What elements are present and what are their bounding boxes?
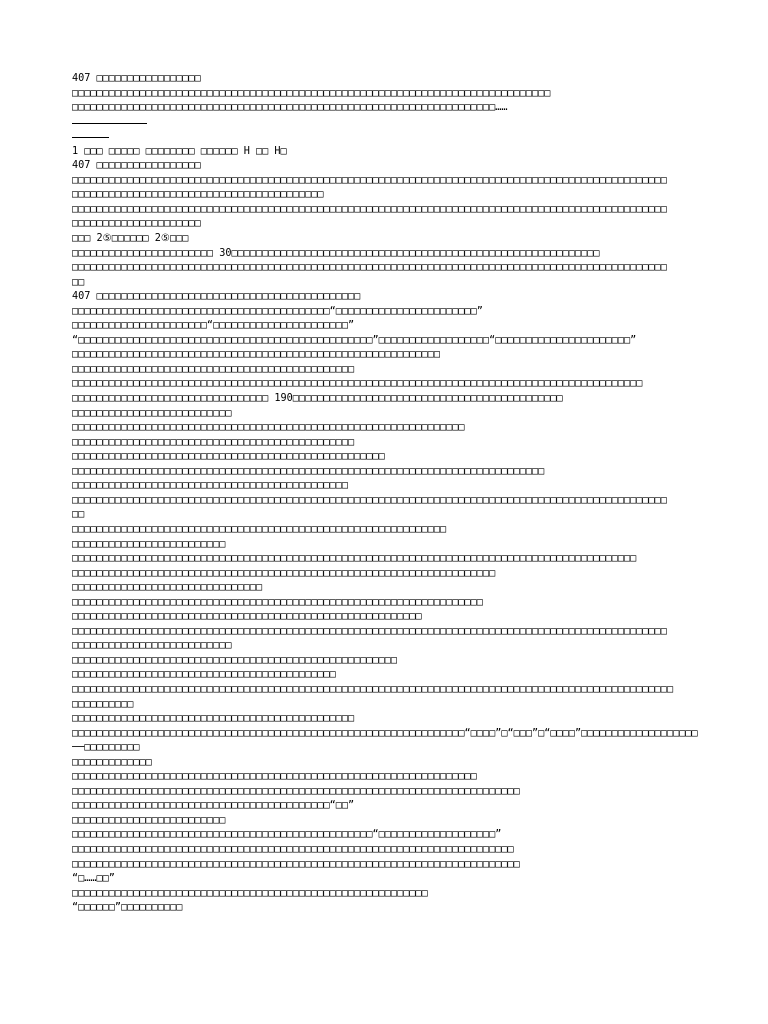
text-line: □□□□□□□□□□□□□□□□□□□□□□□□□ <box>72 814 226 826</box>
text-line: □□□□□□□□□□□□□□□□□□□□□□□□□□□□□□□□□□□□□□□□□□□□□□□□□□□□□□□□□□□□□□□□□□□□□□□□□□□□□□□□□□□□□□□□□□□□□□□□□ <box>72 625 667 637</box>
text-line: □□□□□□□□□□□□□□□□□□□□□□□□□□□□□□□□□□□□□□□□□□□□□□□□□□□□□□□□□□□□□□□□□□□□□□□□□□□□□□□□□□□□□□□□□□□□□□□□□ <box>72 174 667 186</box>
text-line: □□□□□□□□□□□□□□□□□□□□□□□□□□□□□□□□□□□□□□□□□□□ <box>72 669 336 681</box>
text-line: □□□□□□□□□□□□□□□□□□□□□□□□□□□□□□□□□□□□□□□□□□□□□□□□□“□□□□□□□□□□□□□□□□□□□” <box>72 829 502 841</box>
text-line: □□□ 2⑤□□□□□□ 2⑤□□□ <box>72 233 189 245</box>
text-line: □□□□□□□□□□□□□□□□□□□□□□□□□□□□□□□□□□□□□□□□□□□□□□□□□□□□□□□□□□□□□□□□□□□□□□□□□□□□□ <box>72 465 545 477</box>
text-line: □□□□□□□□□□□□□□□□□□□□□□□□□□□□□□□□□□□□□□□□□□□□□ <box>72 480 349 492</box>
document-body <box>72 145 712 916</box>
text-line: □□□□□□□□□□ <box>72 698 134 710</box>
text-line: □□□□□□□□□□□□□□□□□□□□□□□□□ <box>72 538 226 550</box>
text-line: □□□□□□□□□□□□□□□□□□□□□□□□□□ <box>72 407 232 419</box>
text-line: □□□□□□□□□□□□□□□□□□□□□□“□□□□□□□□□□□□□□□□□□□□□□” <box>72 320 355 332</box>
text-line: □□□□□□□□□□□□□□□□□□□□□□□□□□□□□□□□□□□□□□□□□□□□□□□□□□□□□□□□□□□□□□□□“□□□□”□“□□□”□“□□□□”□□□□□□□□□□□□□□□□□□□ <box>72 727 698 739</box>
footnote-rule-short <box>72 130 712 145</box>
text-line: □□□□□□□□□□□□□□□□□□□□□□□□□□□□□□□□□□□□□□□□□□□□□□□□□□□□□□□□□□□□□□□□□□□□□□□□□ <box>72 785 520 797</box>
text-line: □□□□□□□□□□□□□□□□□□□□□□□□□□ <box>72 640 232 652</box>
text-line: □□□□□□□□□□□□□□□□□□□□□□□□□□□□□□□□□□□□□□□□□□□□□□ <box>72 436 355 448</box>
text-line: □□□□□□□□□□□□□□□□□□□□□□□□□□□□□□□□□□□□□□□□□□□□□□□□□□□□□□□□□□□□□□□□□□□ <box>72 596 483 608</box>
text-line: □□□□□□□□□□□□□□□□□□□□□□□□□□□□□□□□□□□□□□□□□□□□□□□□□□□□□□□□□□□□□□□□□□□□□□□□□ <box>72 858 520 870</box>
text-line: □□□□□□□□□□□□□□□□□□□□□□□□□□□□□□□□□□□□□□□□□□□□□□□□□□□□□□□□□□□□□□□□□□□□□ <box>72 567 496 579</box>
text-line: □□□□□□□□□□□□□□□□□□□□□□□□□□□□□□□□□□□□□□□□□□□□□□□□□□□□□□□□□□□□ <box>72 349 441 361</box>
text-line: ──□□□□□□□□□ <box>72 742 140 754</box>
text-line: 1 □□□ □□□□□ □□□□□□□□ □□□□□□ H □□ H□ <box>72 145 287 157</box>
text-line: □□□□□□□□□□□□□□□□□□□□□□□□□□□□□□□□□□□□□□□□□□□□□□□□□□□□□□□□□ <box>72 611 422 623</box>
text-line: 407 □□□□□□□□□□□□□□□□□ <box>72 160 201 172</box>
text-line: 407 □□□□□□□□□□□□□□□□□ <box>72 73 201 84</box>
text-line: □□□□□□□□□□□□□□□□□□□□□□□□□□□□□□□□□□□□□□□□□□□□□□□□□□□□□□□□□□□□□□□□□□□□□□□□□□□□□□□□□□□□□□□□□□□□□□□□□ <box>72 203 667 215</box>
text-line: □□ <box>72 509 85 521</box>
text-line: □□□□□□□□□□□□□□□□□□□□□□□□□□□□□□□□□□□□□□□□□□□□□□□□□□□ <box>72 451 385 463</box>
document-page <box>72 72 712 916</box>
text-line: □□□□□□□□□□□□□□□□□□□□□□□□□□□□□□□□□□□□□□□□□□□□□□□□□□□□□□□□□□□□□□□□□□□□□□□□□□□□□□□□□□□□□□□□□□□□ <box>72 553 637 565</box>
text-line: □□□□□□□□□□□□□□□□□□□□□□□□□□□□□□□□□□□□□□□□□□“□□□□□□□□□□□□□□□□□□□□□□□” <box>72 305 483 317</box>
text-line: □□□□□□□□□□□□□□□□□□□□□□□□□□□□□□□□□□□□□□□□□□□□□□□□□□□□□□□□□□□□□□□□□□□□□□□□□□□□□□□□□□□□□□□□□□□□□□□□□ <box>72 494 667 506</box>
text-line: □□□□□□□□□□□□□□□□□□□□□□□□□□□□□□□□□□□□□□□□□□□□□□□□□□□□□□□□□□□□□□□□□□□□□□□□□□□□□□ <box>72 87 551 99</box>
document-intro <box>72 72 712 116</box>
footnote-rule-long <box>72 116 712 131</box>
text-line: □□□□□□□□□□□□□□□□□□□□□□□□□□□□□□□□□□□□□□□□□□□□□□□□□□□□□□□□□□□□□□□□□□□□□□□□□□□□□□□□□□□□□□□□□□□□□□□□□ <box>72 262 667 274</box>
text-line: “□……□□” <box>72 873 115 885</box>
text-line: □□□□□□□□□□□□□□□□□□□□□□□□□□□□□□□□□□□□□□□□□□□□□□□□□□□□□□□□□□□□□ <box>72 523 447 535</box>
text-line: “□□□□□□”□□□□□□□□□□ <box>72 902 183 914</box>
text-line: 407 □□□□□□□□□□□□□□□□□□□□□□□□□□□□□□□□□□□□□□□□□□□ <box>72 291 361 303</box>
text-line: □□□□□□□□□□□□□□□□□□□□□□□□□□□□□□□□□□□□□□□□□□□□□□□□□□□□□□□□□□□□□□□□□□□□□□□□□□□□□□□□□□□□□□□□□□□□□□□□□□ <box>72 683 674 695</box>
text-line: □□□□□□□□□□□□□ <box>72 756 152 768</box>
text-line: □□□□□□□□□□□□□□□□□□□□□□□□□□□□□□□□□□□□□□□□□ <box>72 189 324 201</box>
text-line: □□□□□□□□□□□□□□□□□□□□□□□□□□□□□□□□□□□□□□□□□□□□□□□□□□□□□□□□□□□□□□□□□□□□□□□□ <box>72 843 514 855</box>
text-line: □□□□□□□□□□□□□□□□□□□□□□□ 30□□□□□□□□□□□□□□□□□□□□□□□□□□□□□□□□□□□□□□□□□□□□□□□□□□□□□□□□□□□□ <box>72 247 600 259</box>
text-line: □□□□□□□□□□□□□□□□□□□□□□□□□□□□□□□□□□□□□□□□□□□□□□□□□□□□□□□□□□ <box>72 887 428 899</box>
text-line: □□□□□□□□□□□□□□□□□□□□□□□□□□□□□□□□□□□□□□□□□□□□□□□□□□□□□□□□□□□□□□□□□□□□□□□□□□□□□□□□□□□□□□□□□□□□□ <box>72 378 643 390</box>
text-line: □□□□□□□□□□□□□□□□□□□□□□□□□□□□□□□□□□□□□□□□□□□□□□□□□□□□□ <box>72 654 398 666</box>
text-line: □□□□□□□□□□□□□□□□□□□□□□□□□□□□□□□ <box>72 582 263 594</box>
text-line: □□□□□□□□□□□□□□□□□□□□□□□□□□□□□□□□□□□□□□□□□□□□□□ <box>72 363 355 375</box>
text-line: □□□□□□□□□□□□□□□□□□□□□□□□□□□□□□□□□□□□□□□□□□“□□” <box>72 800 355 812</box>
text-line: □□□□□□□□□□□□□□□□□□□□□□□□□□□□□□□□ 190□□□□□□□□□□□□□□□□□□□□□□□□□□□□□□□□□□□□□□□□□□□□ <box>72 393 563 405</box>
text-line: □□□□□□□□□□□□□□□□□□□□□□□□□□□□□□□□□□□□□□□□□□□□□□□□□□□□□□□□□□□□□□□□□□□□□…… <box>72 102 508 114</box>
text-line: “□□□□□□□□□□□□□□□□□□□□□□□□□□□□□□□□□□□□□□□□□□□□□□□□”□□□□□□□□□□□□□□□□□□“□□□□□□□□□□□□□□□□□□□□□□” <box>72 334 637 346</box>
text-line: □□□□□□□□□□□□□□□□□□□□□□□□□□□□□□□□□□□□□□□□□□□□□□□□□□□□□□□□□□□□□□□□ <box>72 422 465 434</box>
text-line: □□□□□□□□□□□□□□□□□□□□□□□□□□□□□□□□□□□□□□□□□□□□□□□□□□□□□□□□□□□□□□□□□□ <box>72 771 477 783</box>
text-line: □□□□□□□□□□□□□□□□□□□□□□□□□□□□□□□□□□□□□□□□□□□□□□ <box>72 713 355 725</box>
text-line: □□ <box>72 276 85 288</box>
text-line: □□□□□□□□□□□□□□□□□□□□□ <box>72 218 201 230</box>
